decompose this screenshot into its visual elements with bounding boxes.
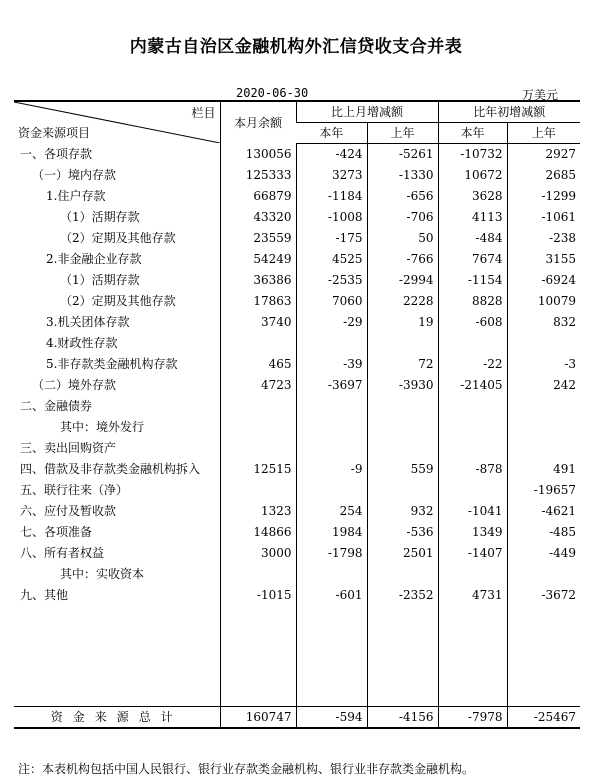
year-this-year-cell bbox=[438, 564, 507, 585]
month-this-year-cell bbox=[296, 480, 367, 501]
blank-cell bbox=[438, 606, 507, 707]
month-last-year-cell: -2352 bbox=[367, 585, 438, 606]
month-this-year-cell: 4525 bbox=[296, 249, 367, 270]
blank-cell bbox=[367, 606, 438, 707]
header-vs-last-month: 比上月增减额 bbox=[296, 101, 438, 123]
balance-cell: 14866 bbox=[220, 522, 296, 543]
balance-cell: 3740 bbox=[220, 312, 296, 333]
header-year-this-year: 本年 bbox=[438, 123, 507, 144]
month-last-year-cell: 50 bbox=[367, 228, 438, 249]
year-this-year-cell: -1407 bbox=[438, 543, 507, 564]
balance-cell bbox=[220, 438, 296, 459]
year-last-year-cell: -1299 bbox=[507, 186, 580, 207]
row-label: 其中：境外发行 bbox=[60, 420, 145, 434]
table-row bbox=[14, 354, 580, 375]
year-last-year-cell: 242 bbox=[507, 375, 580, 396]
month-this-year-cell: 254 bbox=[296, 501, 367, 522]
month-this-year-cell: -3697 bbox=[296, 375, 367, 396]
blank-cell bbox=[507, 606, 580, 707]
header-month-this-year: 本年 bbox=[296, 123, 367, 144]
month-this-year-cell bbox=[296, 564, 367, 585]
table-row bbox=[14, 585, 580, 606]
month-this-year-cell bbox=[296, 396, 367, 417]
year-this-year-cell: 4731 bbox=[438, 585, 507, 606]
balance-cell: 43320 bbox=[220, 207, 296, 228]
year-this-year-cell: -1041 bbox=[438, 501, 507, 522]
row-label: 2.非金融企业存款 bbox=[46, 252, 142, 266]
table-row bbox=[14, 207, 580, 228]
report-title: 内蒙古自治区金融机构外汇信贷收支合并表 bbox=[129, 37, 463, 57]
balance-cell bbox=[220, 564, 296, 585]
balance-cell: 465 bbox=[220, 354, 296, 375]
balance-cell: 66879 bbox=[220, 186, 296, 207]
row-label: 4.财政性存款 bbox=[46, 336, 118, 350]
month-this-year-cell: -29 bbox=[296, 312, 367, 333]
month-last-year-cell bbox=[367, 564, 438, 585]
month-last-year-cell: 932 bbox=[367, 501, 438, 522]
table-row bbox=[14, 459, 580, 480]
year-last-year-cell: -1061 bbox=[507, 207, 580, 228]
total-label: 资金来源总计 bbox=[14, 707, 220, 729]
header-row-1 bbox=[14, 101, 580, 123]
year-last-year-cell bbox=[507, 333, 580, 354]
year-this-year-cell: 4113 bbox=[438, 207, 507, 228]
balance-cell: 23559 bbox=[220, 228, 296, 249]
balance-cell bbox=[220, 333, 296, 354]
table-row bbox=[14, 438, 580, 459]
footnote: 注：本表机构包括中国人民银行、银行业存款类金融机构、银行业非存款类金融机构。 bbox=[18, 762, 475, 776]
blank-spacer-row bbox=[14, 606, 580, 707]
month-this-year-cell: -1008 bbox=[296, 207, 367, 228]
total-year-this-year-cell: -7978 bbox=[438, 707, 507, 729]
month-this-year-cell: 7060 bbox=[296, 291, 367, 312]
row-label: （1）活期存款 bbox=[60, 273, 140, 287]
month-last-year-cell: -5261 bbox=[367, 144, 438, 166]
row-label: 3.机关团体存款 bbox=[46, 315, 130, 329]
table-row bbox=[14, 333, 580, 354]
year-this-year-cell: 1349 bbox=[438, 522, 507, 543]
total-balance-cell: 160747 bbox=[220, 707, 296, 729]
year-last-year-cell: -238 bbox=[507, 228, 580, 249]
year-last-year-cell: -19657 bbox=[507, 480, 580, 501]
table-row bbox=[14, 270, 580, 291]
table-row bbox=[14, 396, 580, 417]
month-this-year-cell: -1184 bbox=[296, 186, 367, 207]
year-last-year-cell: -449 bbox=[507, 543, 580, 564]
table-row bbox=[14, 144, 580, 166]
table-row bbox=[14, 480, 580, 501]
header-corner-cell bbox=[14, 101, 220, 144]
row-label: 四、借款及非存款类金融机构拆入 bbox=[20, 462, 201, 476]
balance-cell bbox=[220, 417, 296, 438]
month-this-year-cell: 3273 bbox=[296, 165, 367, 186]
total-year-last-year-cell: -25467 bbox=[507, 707, 580, 729]
balance-cell: 4723 bbox=[220, 375, 296, 396]
blank-cell bbox=[296, 606, 367, 707]
year-this-year-cell: 3628 bbox=[438, 186, 507, 207]
month-last-year-cell bbox=[367, 438, 438, 459]
year-this-year-cell: -1154 bbox=[438, 270, 507, 291]
month-last-year-cell: -656 bbox=[367, 186, 438, 207]
header-year-last-year: 上年 bbox=[507, 123, 580, 144]
month-this-year-cell: 1984 bbox=[296, 522, 367, 543]
table-row bbox=[14, 291, 580, 312]
blank-cell bbox=[220, 606, 296, 707]
year-this-year-cell: -484 bbox=[438, 228, 507, 249]
row-label: （2）定期及其他存款 bbox=[60, 231, 176, 245]
year-last-year-cell: -4621 bbox=[507, 501, 580, 522]
balance-cell: 17863 bbox=[220, 291, 296, 312]
year-last-year-cell: 832 bbox=[507, 312, 580, 333]
table-row bbox=[14, 417, 580, 438]
year-last-year-cell: 491 bbox=[507, 459, 580, 480]
year-this-year-cell bbox=[438, 438, 507, 459]
table-row bbox=[14, 228, 580, 249]
month-this-year-cell: -424 bbox=[296, 144, 367, 166]
table-row bbox=[14, 543, 580, 564]
row-label: 三、卖出回购资产 bbox=[20, 441, 117, 455]
month-last-year-cell bbox=[367, 396, 438, 417]
year-last-year-cell bbox=[507, 438, 580, 459]
month-this-year-cell: -601 bbox=[296, 585, 367, 606]
month-last-year-cell: -1330 bbox=[367, 165, 438, 186]
month-last-year-cell: -706 bbox=[367, 207, 438, 228]
year-last-year-cell: -3672 bbox=[507, 585, 580, 606]
balance-cell bbox=[220, 480, 296, 501]
year-last-year-cell: 2685 bbox=[507, 165, 580, 186]
balance-cell: 1323 bbox=[220, 501, 296, 522]
year-this-year-cell: -608 bbox=[438, 312, 507, 333]
year-this-year-cell: 10672 bbox=[438, 165, 507, 186]
row-label: 八、所有者权益 bbox=[20, 546, 105, 560]
row-label: 二、金融债券 bbox=[20, 399, 93, 413]
report-date: 2020-06-30 bbox=[236, 86, 309, 100]
table-row bbox=[14, 249, 580, 270]
blank-cell bbox=[14, 606, 220, 707]
year-last-year-cell bbox=[507, 417, 580, 438]
table-row bbox=[14, 186, 580, 207]
year-this-year-cell bbox=[438, 333, 507, 354]
month-last-year-cell: 2228 bbox=[367, 291, 438, 312]
month-this-year-cell: -39 bbox=[296, 354, 367, 375]
row-label: 九、其他 bbox=[20, 588, 69, 602]
month-last-year-cell bbox=[367, 333, 438, 354]
total-month-last-year-cell: -4156 bbox=[367, 707, 438, 729]
year-this-year-cell: 8828 bbox=[438, 291, 507, 312]
month-this-year-cell bbox=[296, 417, 367, 438]
table-row bbox=[14, 312, 580, 333]
row-label: （1）活期存款 bbox=[60, 210, 140, 224]
year-last-year-cell bbox=[507, 564, 580, 585]
table-row bbox=[14, 165, 580, 186]
month-last-year-cell: -2994 bbox=[367, 270, 438, 291]
row-label: （2）定期及其他存款 bbox=[60, 294, 176, 308]
month-last-year-cell bbox=[367, 417, 438, 438]
year-this-year-cell bbox=[438, 396, 507, 417]
year-last-year-cell: 10079 bbox=[507, 291, 580, 312]
month-last-year-cell: 72 bbox=[367, 354, 438, 375]
year-last-year-cell: -485 bbox=[507, 522, 580, 543]
month-last-year-cell: 2501 bbox=[367, 543, 438, 564]
month-last-year-cell bbox=[367, 480, 438, 501]
balance-cell: 54249 bbox=[220, 249, 296, 270]
month-this-year-cell bbox=[296, 333, 367, 354]
month-last-year-cell: -536 bbox=[367, 522, 438, 543]
year-this-year-cell bbox=[438, 417, 507, 438]
month-last-year-cell: 559 bbox=[367, 459, 438, 480]
month-last-year-cell: -3930 bbox=[367, 375, 438, 396]
row-label: 七、各项准备 bbox=[20, 525, 93, 539]
row-label: （一）境内存款 bbox=[32, 168, 117, 182]
month-last-year-cell: -766 bbox=[367, 249, 438, 270]
table-row bbox=[14, 522, 580, 543]
table-row bbox=[14, 564, 580, 585]
row-label: （二）境外存款 bbox=[32, 378, 117, 392]
balance-cell: 125333 bbox=[220, 165, 296, 186]
year-last-year-cell: 2927 bbox=[507, 144, 580, 166]
year-last-year-cell bbox=[507, 396, 580, 417]
year-last-year-cell: 3155 bbox=[507, 249, 580, 270]
year-this-year-cell: -21405 bbox=[438, 375, 507, 396]
header-month-last-year: 上年 bbox=[367, 123, 438, 144]
month-this-year-cell bbox=[296, 438, 367, 459]
year-last-year-cell: -3 bbox=[507, 354, 580, 375]
year-last-year-cell: -6924 bbox=[507, 270, 580, 291]
row-label: 1.住户存款 bbox=[46, 189, 106, 203]
credit-balance-table bbox=[14, 100, 580, 729]
balance-cell: 12515 bbox=[220, 459, 296, 480]
month-this-year-cell: -175 bbox=[296, 228, 367, 249]
month-this-year-cell: -1798 bbox=[296, 543, 367, 564]
year-this-year-cell bbox=[438, 480, 507, 501]
total-row bbox=[14, 707, 580, 729]
year-this-year-cell: -878 bbox=[438, 459, 507, 480]
balance-cell: 3000 bbox=[220, 543, 296, 564]
row-label: 一、各项存款 bbox=[20, 146, 93, 161]
row-label: 六、应付及暂收款 bbox=[20, 504, 117, 518]
month-last-year-cell: 19 bbox=[367, 312, 438, 333]
unit-label: 万美元 bbox=[522, 88, 559, 102]
balance-cell bbox=[220, 396, 296, 417]
table-row bbox=[14, 501, 580, 522]
year-this-year-cell: -10732 bbox=[438, 144, 507, 166]
row-label: 其中：实收资本 bbox=[60, 567, 145, 581]
month-this-year-cell: -2535 bbox=[296, 270, 367, 291]
total-month-this-year-cell: -594 bbox=[296, 707, 367, 729]
row-label: 五、联行往来（净） bbox=[20, 483, 129, 497]
month-this-year-cell: -9 bbox=[296, 459, 367, 480]
balance-cell: 36386 bbox=[220, 270, 296, 291]
header-vs-year-start: 比年初增减额 bbox=[438, 101, 580, 123]
balance-cell: -1015 bbox=[220, 585, 296, 606]
year-this-year-cell: 7674 bbox=[438, 249, 507, 270]
row-header-label: 资金来源项目 bbox=[18, 125, 91, 140]
balance-cell: 130056 bbox=[220, 144, 296, 166]
year-this-year-cell: -22 bbox=[438, 354, 507, 375]
header-balance: 本月余额 bbox=[220, 101, 296, 144]
column-header-label: 栏目 bbox=[191, 106, 216, 120]
row-label: 5.非存款类金融机构存款 bbox=[46, 357, 178, 371]
table-row bbox=[14, 375, 580, 396]
